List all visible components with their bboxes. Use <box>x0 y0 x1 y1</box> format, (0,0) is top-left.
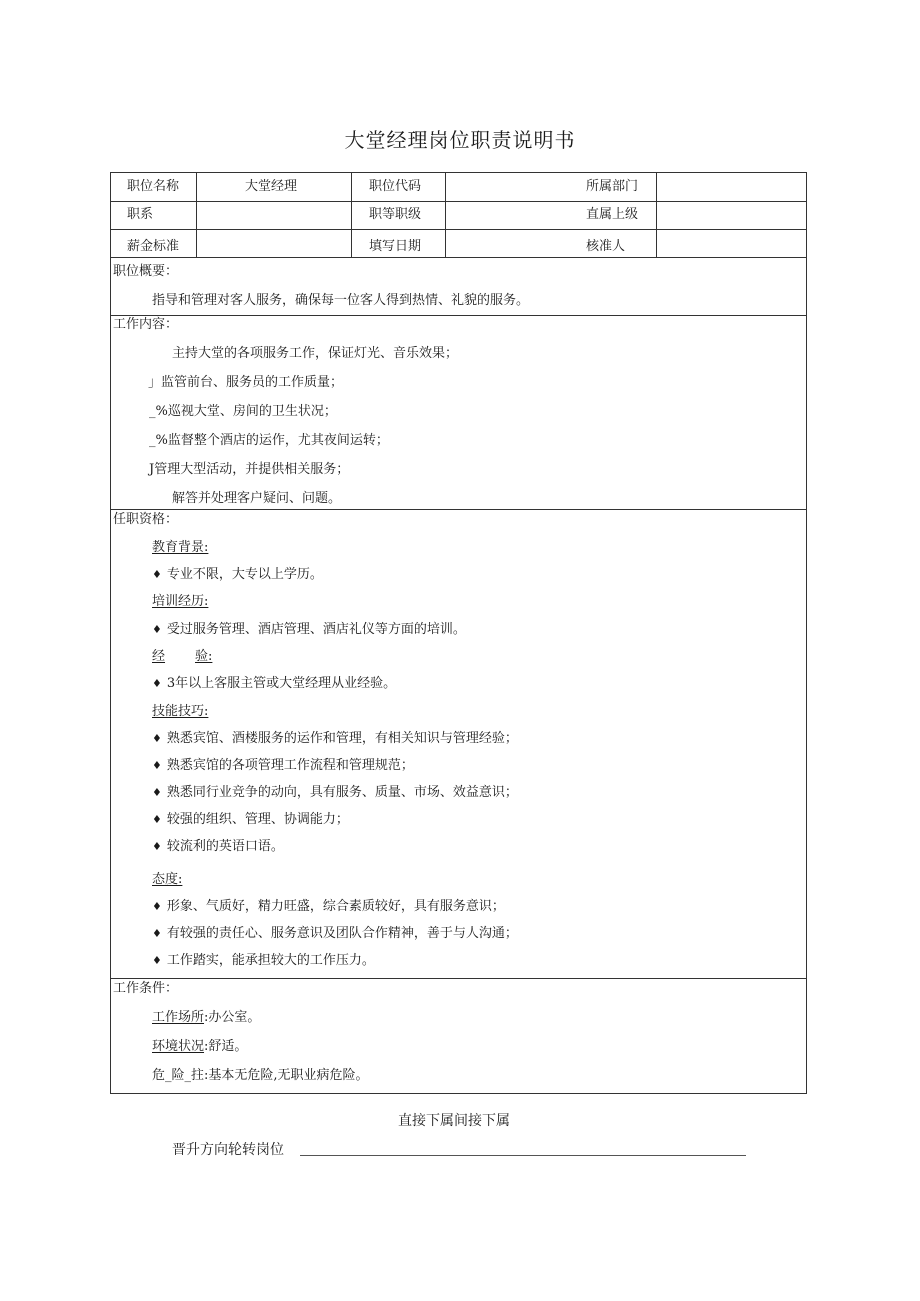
training-item: ♦ 受过服务管理、酒店管理、酒店礼仪等方面的培训。 <box>152 622 466 637</box>
label-job-family: 职系 <box>127 207 154 222</box>
duty-item: 解答并处理客户疑问、问题。 <box>172 491 342 506</box>
label-grade-level: 职等职级 <box>369 207 422 222</box>
label-department: 所属部门 <box>586 179 639 194</box>
col-divider <box>196 173 197 257</box>
section-label-conditions: 工作条件： <box>113 981 179 996</box>
row-divider <box>111 257 806 258</box>
section-divider <box>111 978 806 979</box>
condition-danger: 危_险_拄:基本无危险,无职业病危险。 <box>152 1068 369 1083</box>
section-label-qualifications: 任职资格： <box>113 512 179 527</box>
subordinates-line: 直接下属间接下属 <box>398 1113 510 1129</box>
diamond-bullet-icon: ♦ <box>152 759 162 772</box>
duty-item: _%巡视大堂、房间的卫生状况； <box>149 404 337 419</box>
heading-education: 教育背景: <box>152 540 209 555</box>
label-fill-date: 填写日期 <box>369 239 422 254</box>
condition-environment: 环境状况:舒适。 <box>152 1039 248 1054</box>
diamond-bullet-icon: ♦ <box>152 927 162 940</box>
diamond-bullet-icon: ♦ <box>152 840 162 853</box>
diamond-bullet-icon: ♦ <box>152 786 162 799</box>
label-direct-supervisor: 直属上级 <box>586 207 639 222</box>
diamond-bullet-icon: ♦ <box>152 813 162 826</box>
section-divider <box>111 509 806 510</box>
heading-training: 培训经历: <box>152 594 209 609</box>
col-divider <box>351 173 352 257</box>
heading-attitude: 态度: <box>152 872 183 887</box>
attitude-item: ♦ 工作踏实，能承担较大的工作压力。 <box>152 953 375 968</box>
label-position-code: 职位代码 <box>369 179 422 194</box>
skill-item: ♦ 较流利的英语口语。 <box>152 839 284 854</box>
col-divider <box>445 173 446 257</box>
duty-item: 」监管前台、服务员的工作质量； <box>148 375 344 390</box>
promotion-line: 晋升方向轮转岗位 <box>172 1142 284 1158</box>
diamond-bullet-icon: ♦ <box>152 954 162 967</box>
diamond-bullet-icon: ♦ <box>152 677 162 690</box>
duty-item: _%监督整个酒店的运作，尤其夜间运转； <box>149 433 389 448</box>
label-salary-standard: 薪金标准 <box>127 239 180 254</box>
skill-item: ♦ 较强的组织、管理、协调能力； <box>152 812 349 827</box>
col-divider <box>656 173 657 257</box>
value-position-name: 大堂经理 <box>245 179 298 194</box>
section-label-duties: 工作内容： <box>113 317 179 332</box>
row-divider <box>111 229 806 230</box>
label-approver: 核准人 <box>586 239 626 254</box>
duty-item: J管理大型活动，并提供相关服务； <box>149 462 350 477</box>
fill-in-underline <box>300 1155 746 1156</box>
diamond-bullet-icon: ♦ <box>152 900 162 913</box>
education-item: ♦ 专业不限，大专以上学历。 <box>152 567 323 582</box>
duty-item: 主持大堂的各项服务工作，保证灯光、音乐效果； <box>172 346 459 361</box>
heading-skills: 技能技巧: <box>152 704 209 719</box>
section-divider <box>111 315 806 316</box>
experience-item: ♦ 3年以上客服主管或大堂经理从业经验。 <box>152 676 397 691</box>
diamond-bullet-icon: ♦ <box>152 623 162 636</box>
skill-item: ♦ 熟悉同行业竞争的动向，具有服务、质量、市场、效益意识； <box>152 785 518 800</box>
attitude-item: ♦ 有较强的责任心、服务意识及团队合作精神，善于与人沟通； <box>152 926 518 941</box>
overview-text: 指导和管理对客人服务，确保每一位客人得到热情、礼貌的服务。 <box>152 293 530 308</box>
job-description-table <box>110 172 807 1094</box>
diamond-bullet-icon: ♦ <box>152 732 162 745</box>
skill-item: ♦ 熟悉宾馆的各项管理工作流程和管理规范； <box>152 758 414 773</box>
section-label-overview: 职位概要： <box>113 264 179 279</box>
condition-place: 工作场所:办公室。 <box>152 1010 261 1025</box>
heading-experience: 经 验: <box>152 649 213 664</box>
attitude-item: ♦ 形象、气质好，精力旺盛，综合素质较好，具有服务意识； <box>152 899 505 914</box>
diamond-bullet-icon: ♦ <box>152 568 162 581</box>
row-divider <box>111 201 806 202</box>
document-title: 大堂经理岗位职责说明书 <box>344 128 576 152</box>
label-position-name: 职位名称 <box>127 179 180 194</box>
skill-item: ♦ 熟悉宾馆、酒楼服务的运作和管理，有相关知识与管理经验； <box>152 731 518 746</box>
